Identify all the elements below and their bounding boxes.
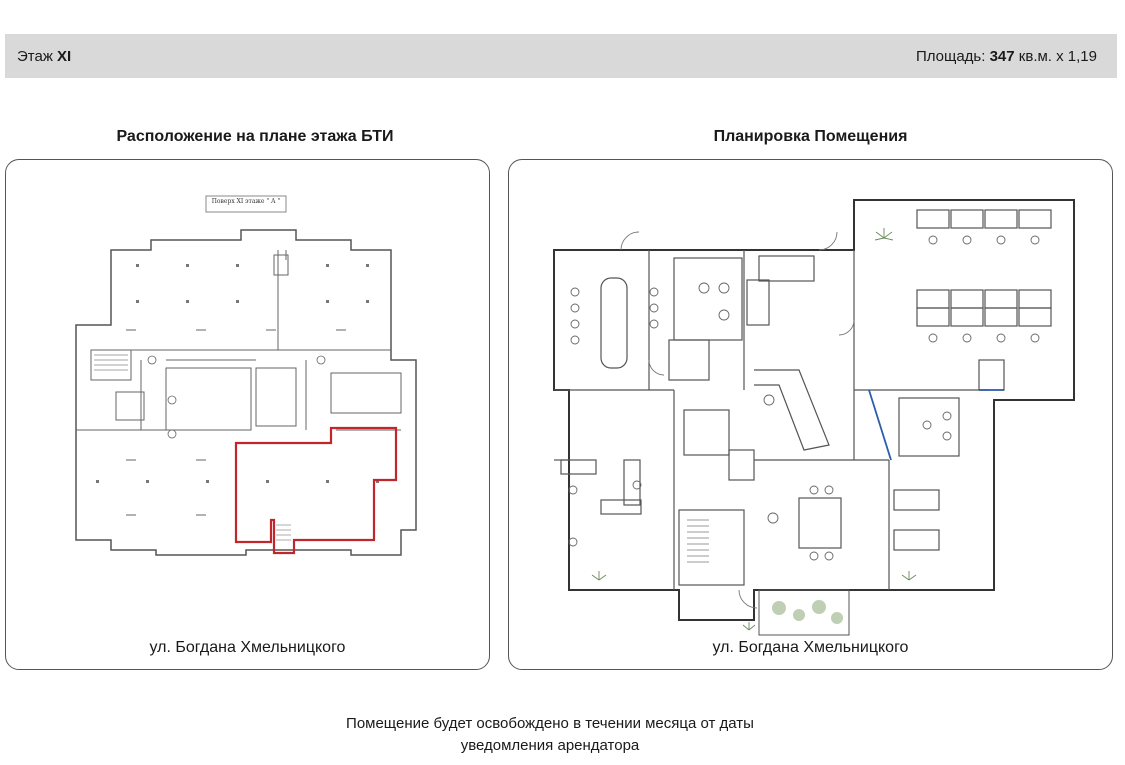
area-label xyxy=(916,48,1097,65)
floor-number: XI xyxy=(57,48,72,65)
premises-highlight xyxy=(236,428,396,553)
right-street-label: ул. Богдана Хмельницкого xyxy=(712,639,909,656)
bti-plan-panel xyxy=(5,159,490,670)
premises-floor-plan xyxy=(509,160,1112,669)
note-line-1: Помещение будет освобождено в течении месяца от даты xyxy=(346,715,754,732)
floor-label xyxy=(17,48,71,65)
header-bar xyxy=(5,34,1117,78)
area-value: 347 xyxy=(989,48,1015,65)
area-suffix: кв.м. х 1,19 xyxy=(1018,48,1097,65)
note-line-2: уведомления арендатора xyxy=(460,737,640,754)
left-street-label: ул. Богдана Хмельницкого xyxy=(149,639,346,656)
bti-floor-plan xyxy=(6,160,489,669)
right-panel-title: Планировка Помещения xyxy=(713,128,908,145)
layout-plan-panel xyxy=(508,159,1113,670)
scan-caption: Поверх XI этаже " А " xyxy=(211,198,281,205)
left-panel-title: Расположение на плане этажа БТИ xyxy=(116,128,394,145)
area-prefix: Площадь: xyxy=(915,48,986,65)
availability-note xyxy=(0,713,1100,757)
floor-prefix: Этаж xyxy=(17,48,53,65)
